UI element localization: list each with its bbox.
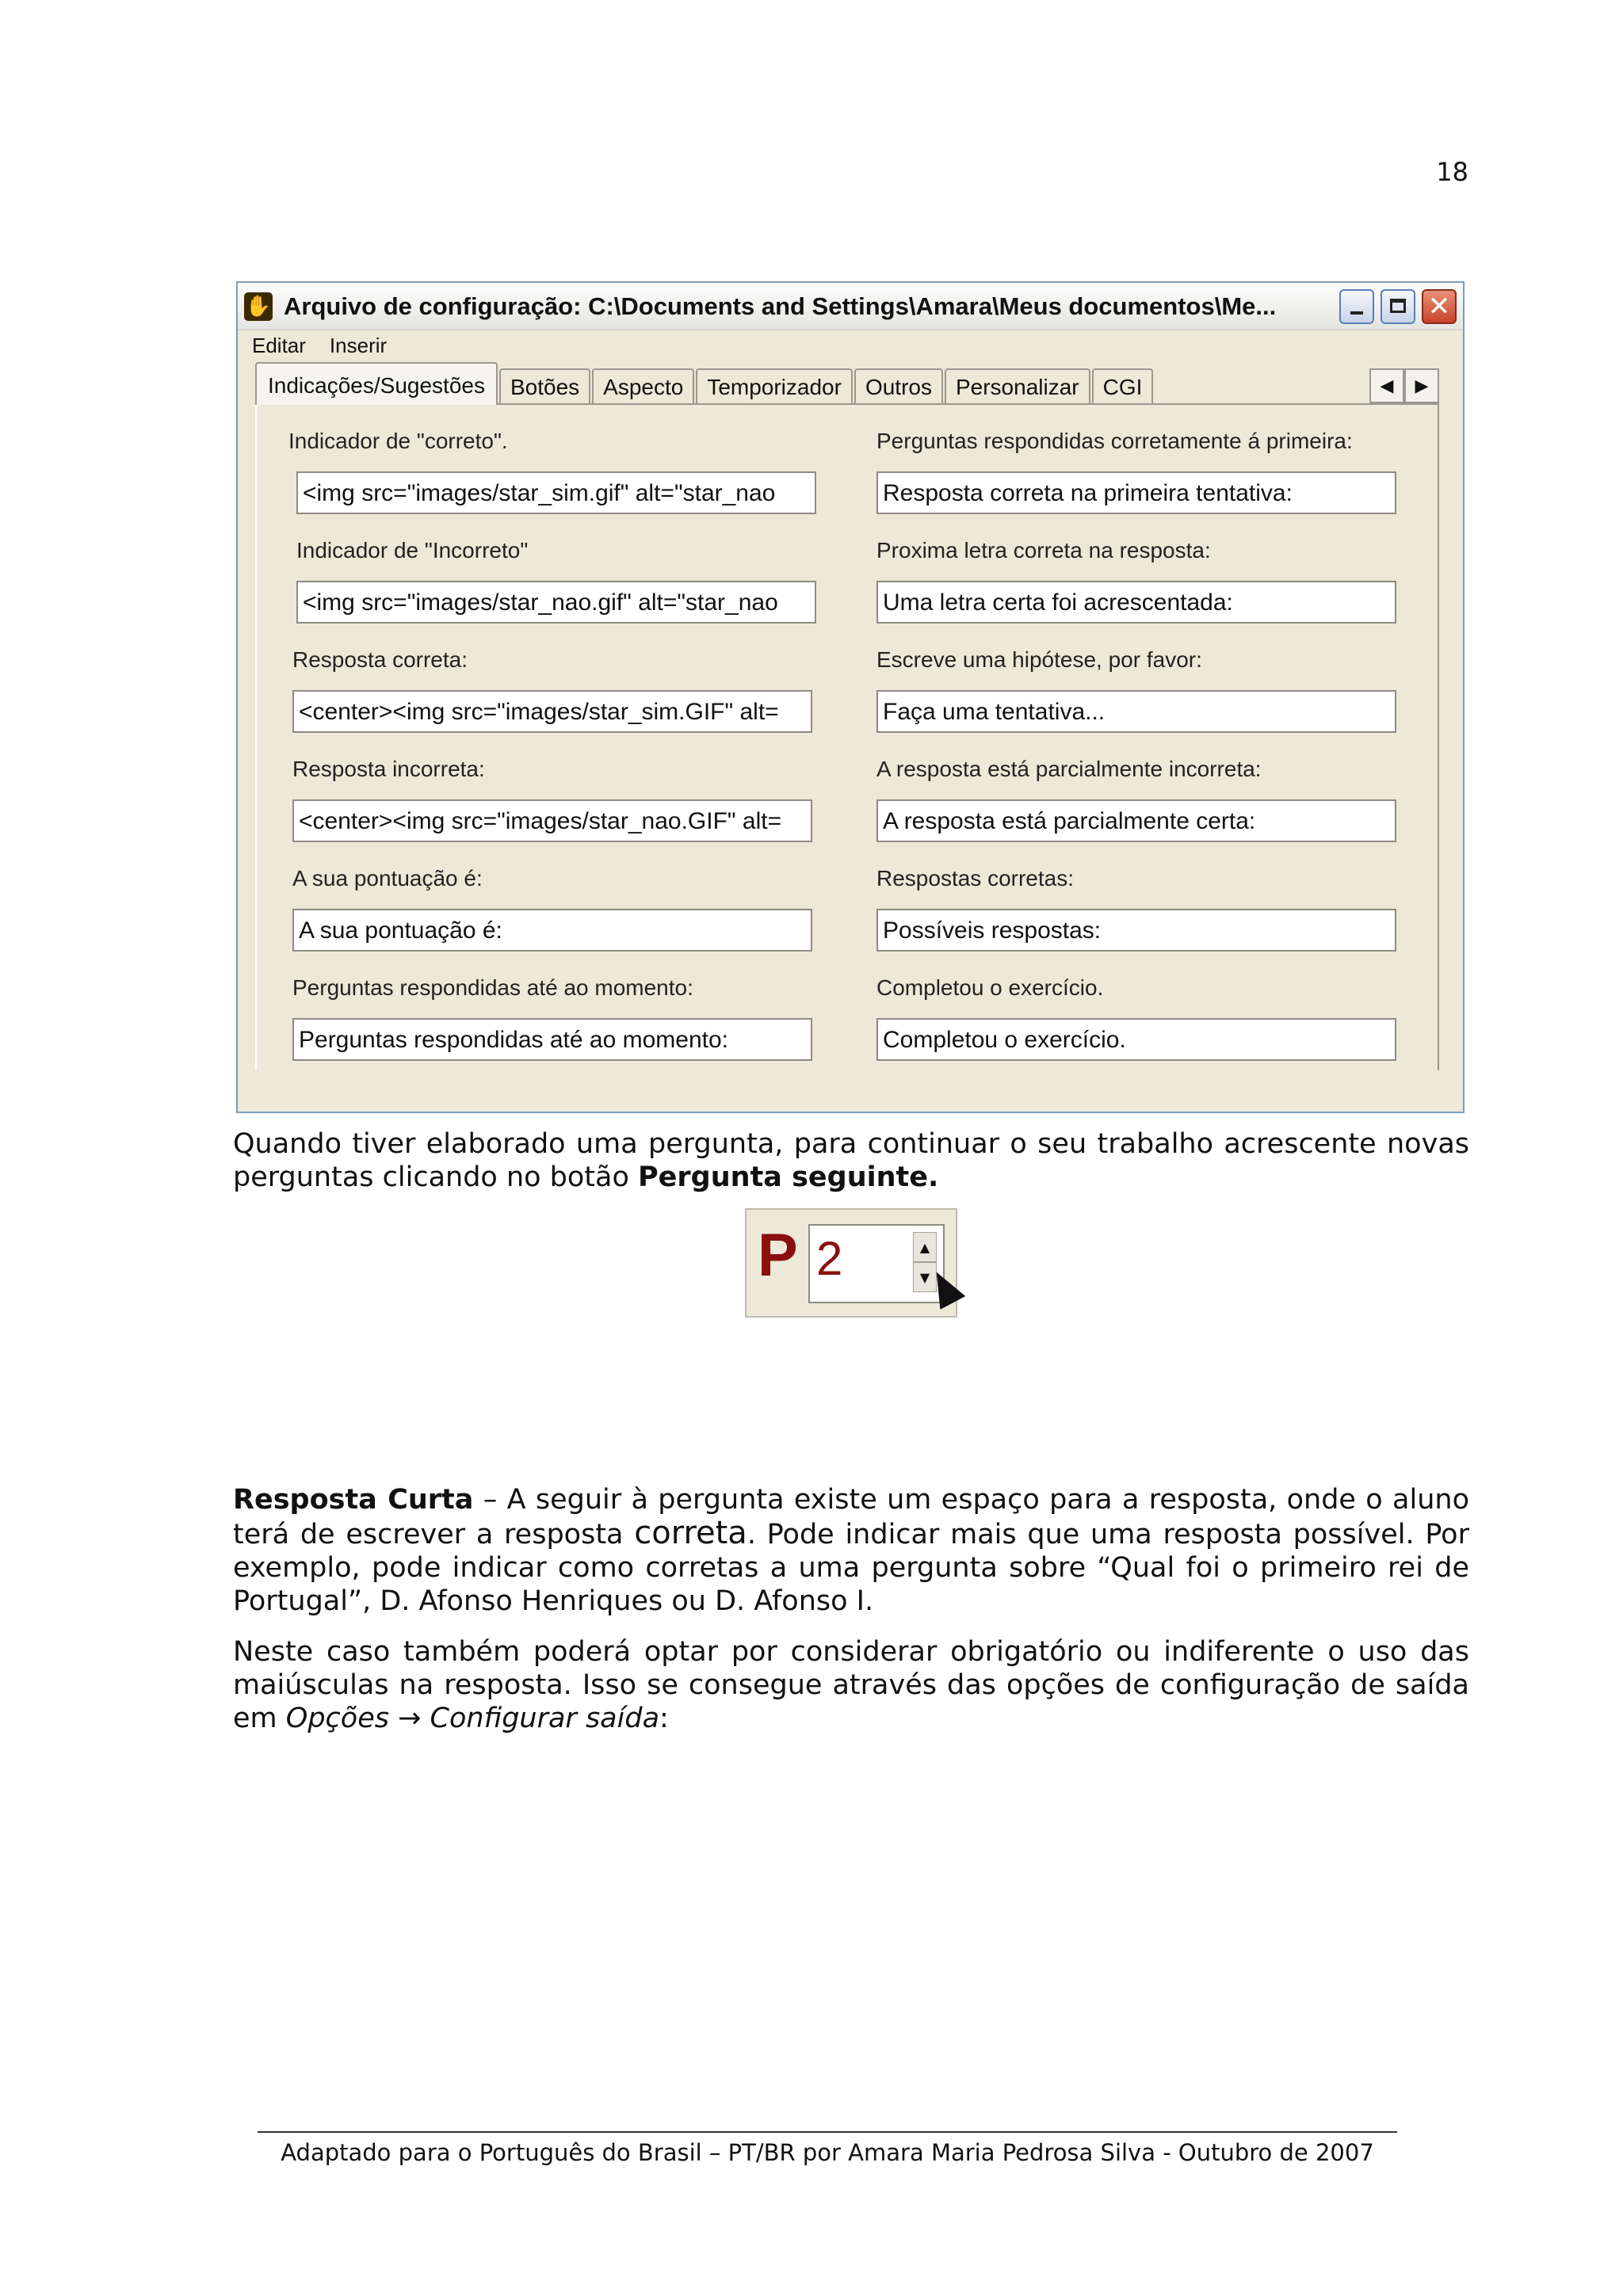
field-label: Resposta correta: [292,647,468,672]
field-perguntas-respondidas [292,975,831,1061]
spinner-box [808,1224,945,1303]
menu-path-configurar-saida: Configurar saída [430,1703,660,1734]
field-input[interactable]: Perguntas respondidas até ao momento: [292,1018,812,1061]
tab-strip [255,360,1439,405]
tab-botoes[interactable]: Botões [499,368,590,403]
field-input[interactable]: A sua pontuação é: [292,909,812,952]
paragraph-text: – A seguir à pergunta existe um espaço para a resposta, onde o aluno terá de escrever a resposta [233,1484,1469,1550]
bold-term: Pergunta seguinte. [638,1161,939,1193]
menu-inserir[interactable]: Inserir [329,333,388,357]
field-label: Indicador de "correto". [288,429,508,453]
paragraph-resposta-curta [233,1483,1469,1618]
field-pontuacao [292,866,831,952]
field-label: Escreve uma hipótese, por favor: [876,647,1202,672]
arrow-icon: → [388,1703,430,1734]
spinner-letter: P [758,1222,798,1289]
field-hipotese [876,647,1415,733]
close-button[interactable]: ✕ [1422,289,1457,324]
field-label: A sua pontuação é: [292,866,483,891]
field-input[interactable]: A resposta está parcialmente certa: [876,799,1396,842]
paragraph-maiusculas [233,1635,1469,1735]
menu-editar[interactable]: Editar [252,333,306,357]
field-label: Perguntas respondidas corretamente á primeira: [876,429,1353,453]
field-indicador-incorreto [296,538,835,624]
field-indicador-correto [288,429,827,514]
tab-indicacoes-sugestoes[interactable]: Indicações/Sugestões [255,362,498,405]
field-label: Completou o exercício. [876,975,1104,1000]
field-input[interactable]: <img src="images/star_sim.gif" alt="star_nao [296,471,816,514]
field-input[interactable]: Resposta correta na primeira tentativa: [876,471,1396,514]
field-label: Respostas corretas: [876,866,1074,891]
tab-cgi[interactable]: CGI [1092,368,1154,403]
field-input[interactable]: Completou o exercício. [876,1018,1396,1061]
field-resposta-correta [292,647,831,733]
spinner-value: 2 [816,1232,843,1285]
field-proxima-letra [876,538,1415,624]
field-input[interactable]: <center><img src="images/star_sim.GIF" alt= [292,690,812,733]
hand-app-icon: ✋ [244,292,273,321]
footer-text: Adaptado para o Português do Brasil – PT/BR por Amara Maria Pedrosa Silva - Outubro de 2007 [281,2139,1374,2166]
footer-rule [258,2131,1397,2133]
question-spinner-image [745,1208,957,1318]
dialog-title: Arquivo de configuração: C:\Documents and Settings\Amara\Meus documentos\Me... [284,292,1277,320]
menubar [238,330,1463,360]
tab-personalizar[interactable]: Personalizar [945,368,1090,403]
field-input[interactable]: Possíveis respostas: [876,909,1396,952]
tab-scroll-left-icon[interactable]: ◀ [1369,368,1404,403]
paragraph-pergunta-seguinte [233,1127,1469,1194]
tab-aspecto[interactable]: Aspecto [592,368,694,403]
spinner-up-icon: ▲ [913,1232,937,1262]
field-completou [876,975,1415,1061]
tab-scroll-right-icon[interactable]: ▶ [1404,368,1439,403]
emphasis-word: correta [634,1515,747,1551]
tab-temporizador[interactable]: Temporizador [696,368,853,403]
field-label: Perguntas respondidas até ao momento: [292,975,693,1000]
field-respostas-corretas [876,866,1415,952]
field-corretas-primeira [876,429,1415,514]
indicacoes-panel [255,405,1439,1070]
paragraph-end: : [659,1703,669,1734]
field-parcialmente-incorreta [876,757,1415,842]
dialog-titlebar [238,283,1463,330]
bold-term: Resposta Curta [233,1484,474,1516]
paragraph-text: Neste caso também poderá optar por considerar obrigatório ou indiferente o uso das maiúsculas na resposta. Isso se consegue através das opções de configuração de saída em [233,1636,1469,1734]
field-label: A resposta está parcialmente incorreta: [876,757,1262,781]
paragraph-text: . Pode indicar mais que uma resposta possível. Por exemplo, pode indicar como corretas a uma pergunta sobre “Qual foi o primeiro rei de Portugal”, D. Afonso Henriques ou D. Afonso I. [233,1519,1469,1617]
field-label: Resposta incorreta: [292,757,485,781]
field-input[interactable]: <center><img src="images/star_nao.GIF" alt= [292,799,812,842]
menu-path-opcoes: Opções [285,1703,389,1734]
field-resposta-incorreta [292,757,831,842]
minimize-button[interactable] [1339,289,1374,324]
field-input[interactable]: Uma letra certa foi acrescentada: [876,581,1396,624]
paragraph-text: Quando tiver elaborado uma pergunta, para continuar o seu trabalho acrescente novas perguntas clicando no botão [233,1128,1469,1193]
tab-outros[interactable]: Outros [854,368,943,403]
spinner-down-icon: ▼ [913,1262,937,1292]
field-label: Proxima letra correta na resposta: [876,538,1211,563]
config-dialog [236,281,1465,1113]
field-input[interactable]: Faça uma tentativa... [876,690,1396,733]
page-number: 18 [1436,157,1468,187]
maximize-button[interactable] [1381,289,1415,324]
field-label: Indicador de "Incorreto" [296,538,529,563]
field-input[interactable]: <img src="images/star_nao.gif" alt="star_nao [296,581,816,624]
